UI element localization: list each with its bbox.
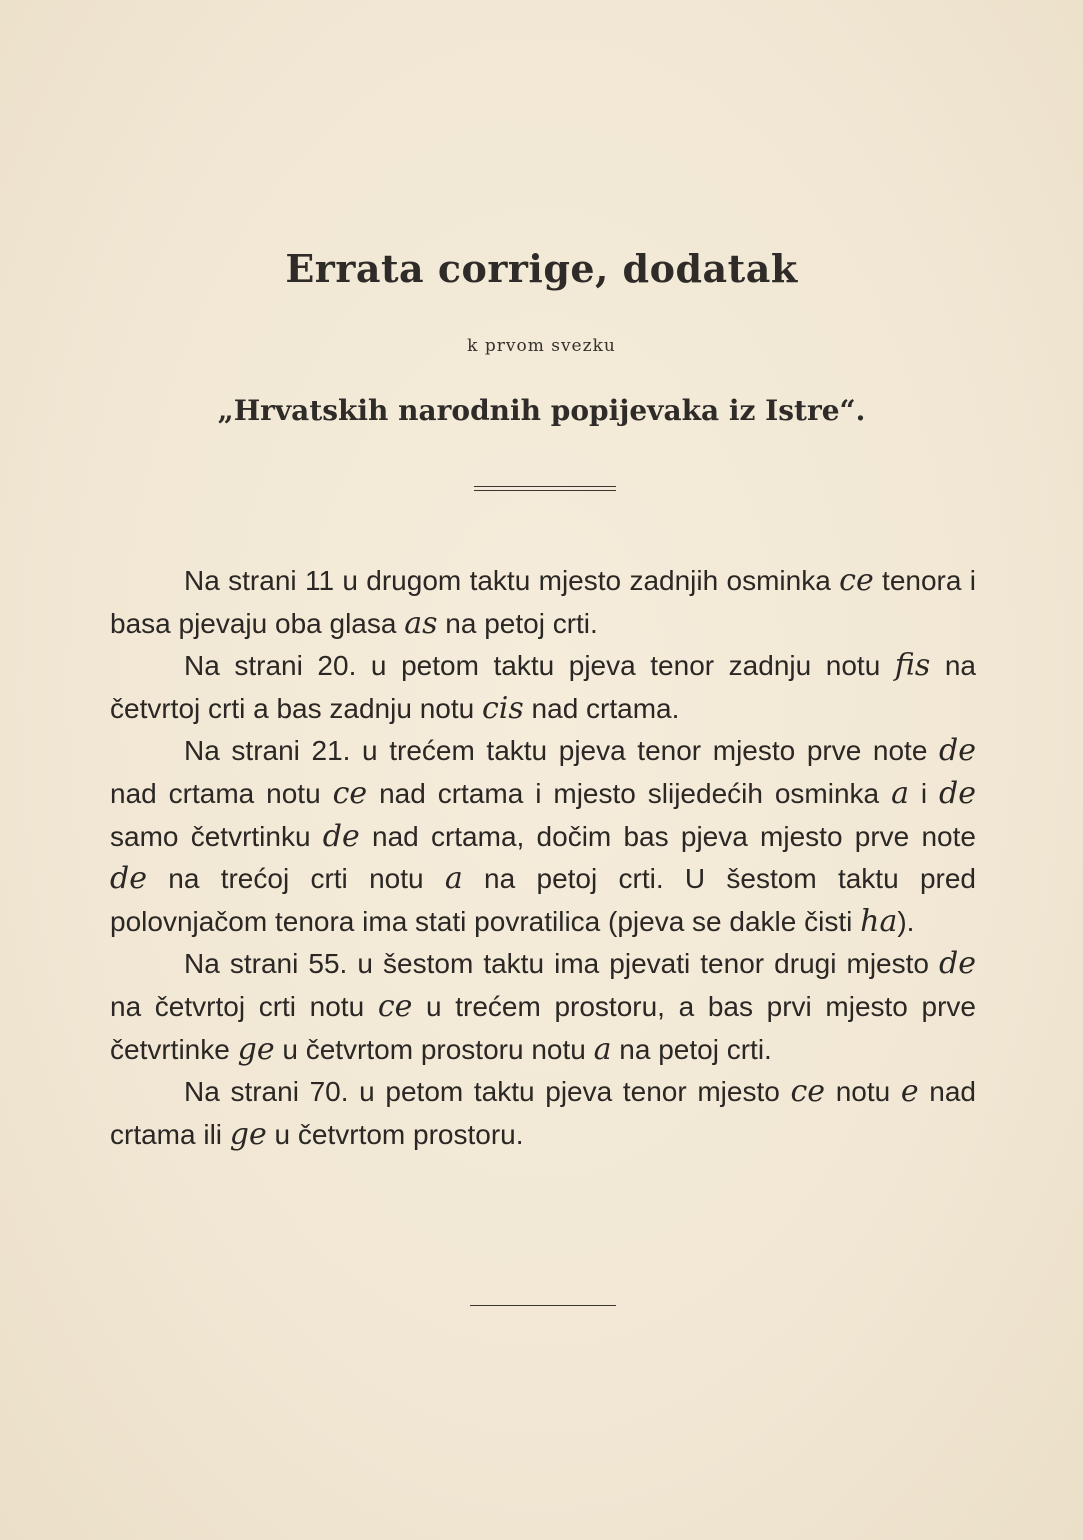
note-name: fis [894,648,931,684]
note-name: a [891,775,909,811]
note-name: de [939,775,977,811]
paragraph-text: ). [897,905,915,937]
paragraph-text: i [908,777,940,809]
paragraph-text: tenora i basa pjevaju oba glasa [110,565,977,639]
note-name: ce [790,1074,826,1110]
paragraph-text: Na strani 70. u petom taktu pjeva tenor mjesto [184,1076,791,1108]
paragraph-text: u četvrtom prostoru notu [274,1033,594,1065]
note-name: de [939,946,976,982]
paragraph-text: Na strani 55. u šestom taktu ima pjevati tenor drugi mjesto [184,948,940,980]
paragraph-text: na četvrtoj crti a bas zadnju notu [110,650,976,724]
paragraph-text: u trećem prostoru, a bas prvi mjesto prve četvrtinke [110,990,976,1065]
paragraph-text: samo četvrtinku [110,820,323,852]
note-name: a [593,1031,612,1067]
paragraph-text: Na strani 21. u trećem taktu pjeva tenor mjesto prve note [184,735,940,767]
note-name: de [110,861,147,897]
note-name: e [900,1074,919,1110]
paragraph-text: nad crtama, dočim bas pjeva mjesto prve note [359,820,976,852]
note-name: as [404,605,438,641]
work-title: „Hrvatskih narodnih popijevaka iz Istre“. [217,394,866,427]
note-name: ce [332,775,368,811]
errata-paragraph-4 [110,943,976,1071]
errata-paragraph-2 [110,645,976,730]
note-name: ha [860,903,898,939]
note-name: ce [377,988,413,1024]
footer-divider [470,1305,616,1306]
paragraph-text: nad crtama notu [110,777,333,809]
note-name: ge [237,1031,275,1067]
errata-paragraph-3 [110,730,976,943]
note-name: de [939,733,976,769]
paragraph-text: u četvrtom prostoru. [266,1118,524,1150]
note-name: a [444,861,463,897]
note-name: cis [481,690,524,726]
page-title: Errata corrige, dodatak [285,246,798,291]
page-subtitle: k prvom svezku [467,336,616,356]
paragraph-text: na petoj crti. [437,607,598,639]
paragraph-text: notu [825,1076,901,1108]
errata-paragraph-5 [110,1071,976,1156]
errata-body [110,560,976,1156]
paragraph-text: Na strani 11 u drugom taktu mjesto zadnjih osminka [184,565,840,596]
paragraph-text: na četvrtoj crti notu [110,990,378,1022]
header-divider [474,486,616,491]
paragraph-text: nad crtama i mjesto slijedećih osminka [367,777,892,809]
paragraph-text: na petoj crti. [611,1033,772,1065]
note-name: de [322,818,360,854]
errata-paragraph-1 [110,560,976,645]
paragraph-text: na trećoj crti notu [146,863,445,895]
paragraph-text: nad crtama. [523,692,680,724]
paragraph-text: nad crtama ili [110,1076,977,1150]
paragraph-text: na petoj crti. U šestom taktu pred polovnjačom tenora ima stati povratilica (pjeva se dakle čisti [110,863,976,937]
note-name: ge [229,1116,267,1152]
note-name: ce [839,563,874,598]
paragraph-text: Na strani 20. u petom taktu pjeva tenor zadnju notu [184,650,895,682]
